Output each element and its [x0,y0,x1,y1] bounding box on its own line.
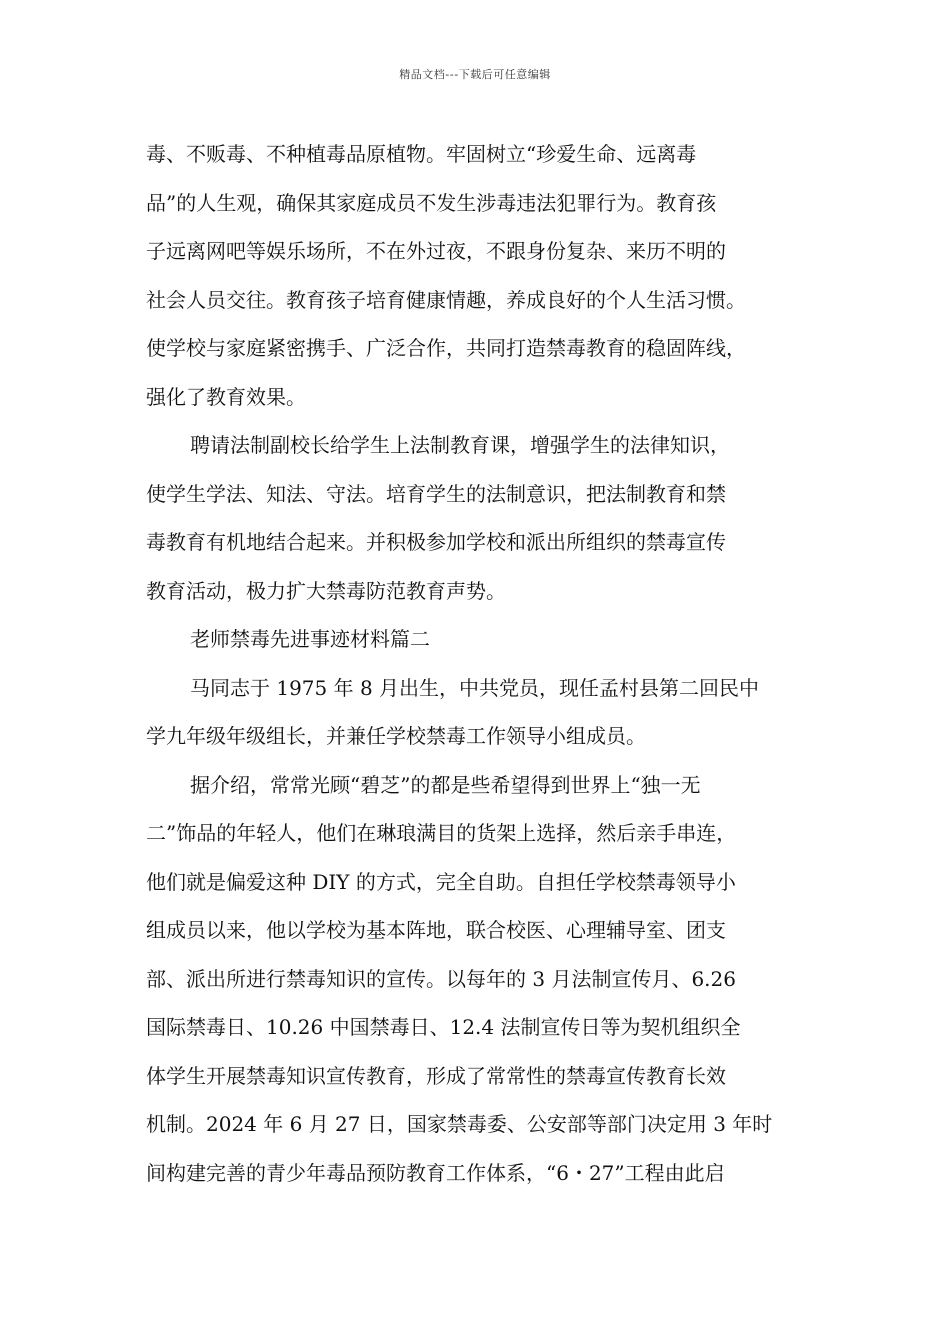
body-line: 部、派出所进行禁毒知识的宣传。以每年的 3 月法制宣传月、6.26 [146,966,736,991]
document-body [146,130,826,1197]
body-line: 他们就是偏爱这种 DIY 的方式，完全自助。自担任学校禁毒领导小 [146,869,736,894]
body-line: 品”的人生观，确保其家庭成员不发生涉毒违法犯罪行为。教育孩 [146,190,717,215]
body-line: 毒教育有机地结合起来。并积极参加学校和派出所组织的禁毒宣传 [146,530,726,554]
paragraph-start-line: 据介绍，常常光顾“碧芝”的都是些希望得到世界上“独一无 [190,772,701,797]
body-line: 二”饰品的年轻人，他们在琳琅满目的货架上选择，然后亲手串连， [146,821,737,845]
body-line: 间构建完善的青少年毒品预防教育工作体系，“6・27”工程由此启 [146,1160,725,1185]
body-line: 毒、不贩毒、不种植毒品原植物。牢固树立“珍爱生命、远离毒 [146,142,697,166]
paragraph-start-line: 马同志于 1975 年 8 月出生，中共党员，现任孟村县第二回民中 [190,675,760,700]
body-line: 国际禁毒日、10.26 中国禁毒日、12.4 法制宣传日等为契机组织全 [146,1015,741,1039]
body-line: 子远离网吧等娱乐场所，不在外过夜，不跟身份复杂、来历不明的 [146,239,726,263]
body-line: 使学生学法、知法、守法。培育学生的法制意识，把法制教育和禁 [146,481,726,506]
page-header: 精品文档---下载后可任意编辑 [399,68,551,81]
body-line: 学九年级年级组长，并兼任学校禁毒工作领导小组成员。 [146,724,646,748]
paragraph-start-line: 聘请法制副校长给学生上法制教育课，增强学生的法律知识， [190,433,730,457]
body-line: 组成员以来，他以学校为基本阵地，联合校医、心理辅导室、团支 [146,918,726,942]
body-line: 使学校与家庭紧密携手、广泛合作，共同打造禁毒教育的稳固阵线， [146,336,746,360]
section-heading: 老师禁毒先进事迹材料篇二 [190,627,430,651]
body-line: 强化了教育效果。 [146,384,306,409]
body-line: 体学生开展禁毒知识宣传教育，形成了常常性的禁毒宣传教育长效 [146,1063,726,1088]
body-line: 社会人员交往。教育孩子培育健康情趣，养成良好的个人生活习惯。 [146,287,746,312]
body-line: 教育活动，极力扩大禁毒防范教育声势。 [146,578,506,603]
body-line: 机制。2024 年 6 月 27 日，国家禁毒委、公安部等部门决定用 3 年时 [146,1112,773,1136]
